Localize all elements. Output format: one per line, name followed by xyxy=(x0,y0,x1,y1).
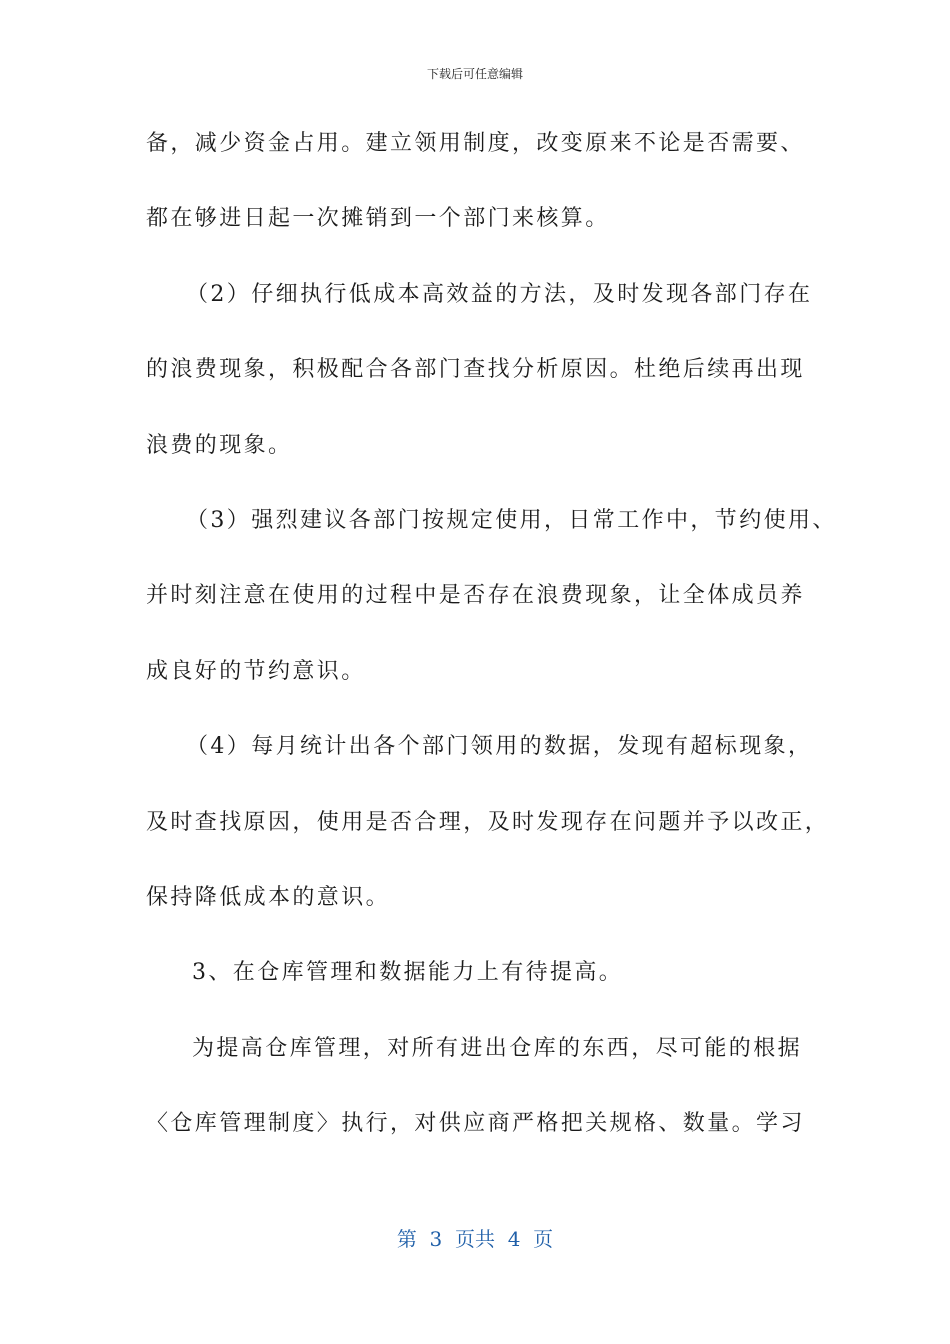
body-line: 保持降低成本的意识。 xyxy=(146,884,391,910)
body-line: （2）仔细执行低成本高效益的方法，及时发现各部门存在 xyxy=(186,281,813,307)
page-number-footer: 第 3 页共 4 页 xyxy=(396,1227,554,1251)
body-line: （4）每月统计出各个部门领用的数据，发现有超标现象， xyxy=(186,734,813,760)
body-line: 并时刻注意在使用的过程中是否存在浪费现象，让全体成员养 xyxy=(146,583,805,609)
body-line: 都在够进日起一次摊销到一个部门来核算。 xyxy=(146,206,610,232)
section-heading: 3、在仓库管理和数据能力上有待提高。 xyxy=(192,960,624,986)
body-line: （3）强烈建议各部门按规定使用，日常工作中，节约使用、 xyxy=(186,507,837,533)
body-line: 〈仓库管理制度〉执行，对供应商严格把关规格、数量。学习 xyxy=(146,1111,805,1137)
body-line: 为提高仓库管理，对所有进出仓库的东西，尽可能的根据 xyxy=(192,1035,803,1061)
body-line: 及时查找原因，使用是否合理，及时发现存在问题并予以改正， xyxy=(146,809,830,835)
document-body xyxy=(146,124,837,1179)
body-line: 的浪费现象，积极配合各部门查找分析原因。杜绝后续再出现 xyxy=(146,357,805,383)
body-line: 备，减少资金占用。建立领用制度，改变原来不论是否需要、 xyxy=(146,131,805,156)
body-line: 浪费的现象。 xyxy=(146,432,293,458)
body-line: 成良好的节约意识。 xyxy=(146,658,366,684)
page-header-note: 下载后可任意编辑 xyxy=(426,67,523,81)
